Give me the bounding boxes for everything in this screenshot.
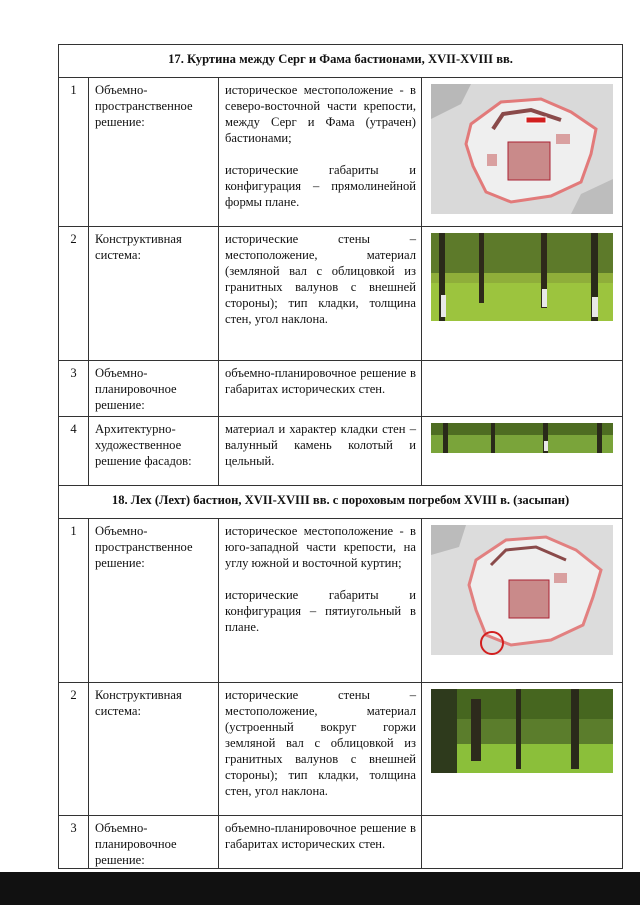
fortress-plan-image [431, 84, 613, 214]
description-text: исторические габариты и конфигурация – пятиугольный в плане. [225, 588, 416, 634]
row-number: 3 [59, 816, 89, 869]
illustration-cell [422, 519, 623, 683]
description-text: материал и характер кладки стен – валунный камень колотый и цельный. [225, 422, 416, 468]
description-text: исторические габариты и конфигурация – прямолинейной формы плане. [225, 163, 416, 209]
attribute-description [219, 683, 422, 816]
table-row [59, 519, 623, 683]
description-text: историческое местоположение - в юго-западной части крепости, на углу южной и восточной куртин; [225, 524, 416, 570]
attribute-name: Конструктивная система: [89, 683, 219, 816]
illustration-cell [422, 417, 623, 486]
attribute-description [219, 417, 422, 486]
illustration-cell [422, 227, 623, 361]
row-number: 1 [59, 519, 89, 683]
heritage-table [58, 44, 623, 869]
fortress-plan-image [431, 525, 613, 655]
table-row [59, 78, 623, 227]
row-number: 2 [59, 683, 89, 816]
illustration-cell [422, 78, 623, 227]
table-row [59, 227, 623, 361]
section-title: 17. Куртина между Серг и Фама бастионами, XVII-XVIII вв. [59, 45, 623, 78]
attribute-description [219, 519, 422, 683]
attribute-name: Объемно-пространственное решение: [89, 519, 219, 683]
row-number: 4 [59, 417, 89, 486]
row-number: 1 [59, 78, 89, 227]
table-row [59, 417, 623, 486]
attribute-name: Объемно-планировочное решение: [89, 816, 219, 869]
description-text: исторические стены – местоположение, материал (земляной вал с облицовкой из гранитных валунов с внешней стороны); тип кладки, толщина стен, угол наклона. [225, 232, 416, 326]
description-text: объемно-планировочное решение в габаритах исторических стен. [225, 821, 416, 851]
table-row [59, 683, 623, 816]
rampart-photo-image [431, 233, 613, 321]
section-title: 18. Лех (Лехт) бастион, XVII-XVIII вв. с пороховым погребом XVIII в. (засыпан) [59, 486, 623, 519]
description-text: историческое местоположение - в северо-восточной части крепости, между Серг и Фама (утрачен) бастионами; [225, 83, 416, 145]
illustration-cell [422, 683, 623, 816]
table-row [59, 361, 623, 417]
attribute-name: Объемно-пространственное решение: [89, 78, 219, 227]
attribute-name: Архитектурно-художественное решение фасадов: [89, 417, 219, 486]
rampart-photo-image [431, 689, 613, 773]
attribute-description [219, 361, 422, 417]
attribute-description [219, 227, 422, 361]
table-row [59, 816, 623, 869]
description-text: объемно-планировочное решение в габаритах исторических стен. [225, 366, 416, 396]
row-number: 2 [59, 227, 89, 361]
attribute-description [219, 78, 422, 227]
illustration-cell [422, 361, 623, 417]
attribute-name: Объемно-планировочное решение: [89, 361, 219, 417]
attribute-name: Конструктивная система: [89, 227, 219, 361]
rampart-photo-image [431, 423, 613, 453]
attribute-description [219, 816, 422, 869]
illustration-cell [422, 816, 623, 869]
row-number: 3 [59, 361, 89, 417]
scan-bottom-edge [0, 872, 640, 905]
description-text: исторические стены – местоположение, материал (устроенный вокруг горжи земляной вал с облицовкой из гранитных валунов с внешней стороны); тип кладки, толщина стен, угол наклона. [225, 688, 416, 798]
